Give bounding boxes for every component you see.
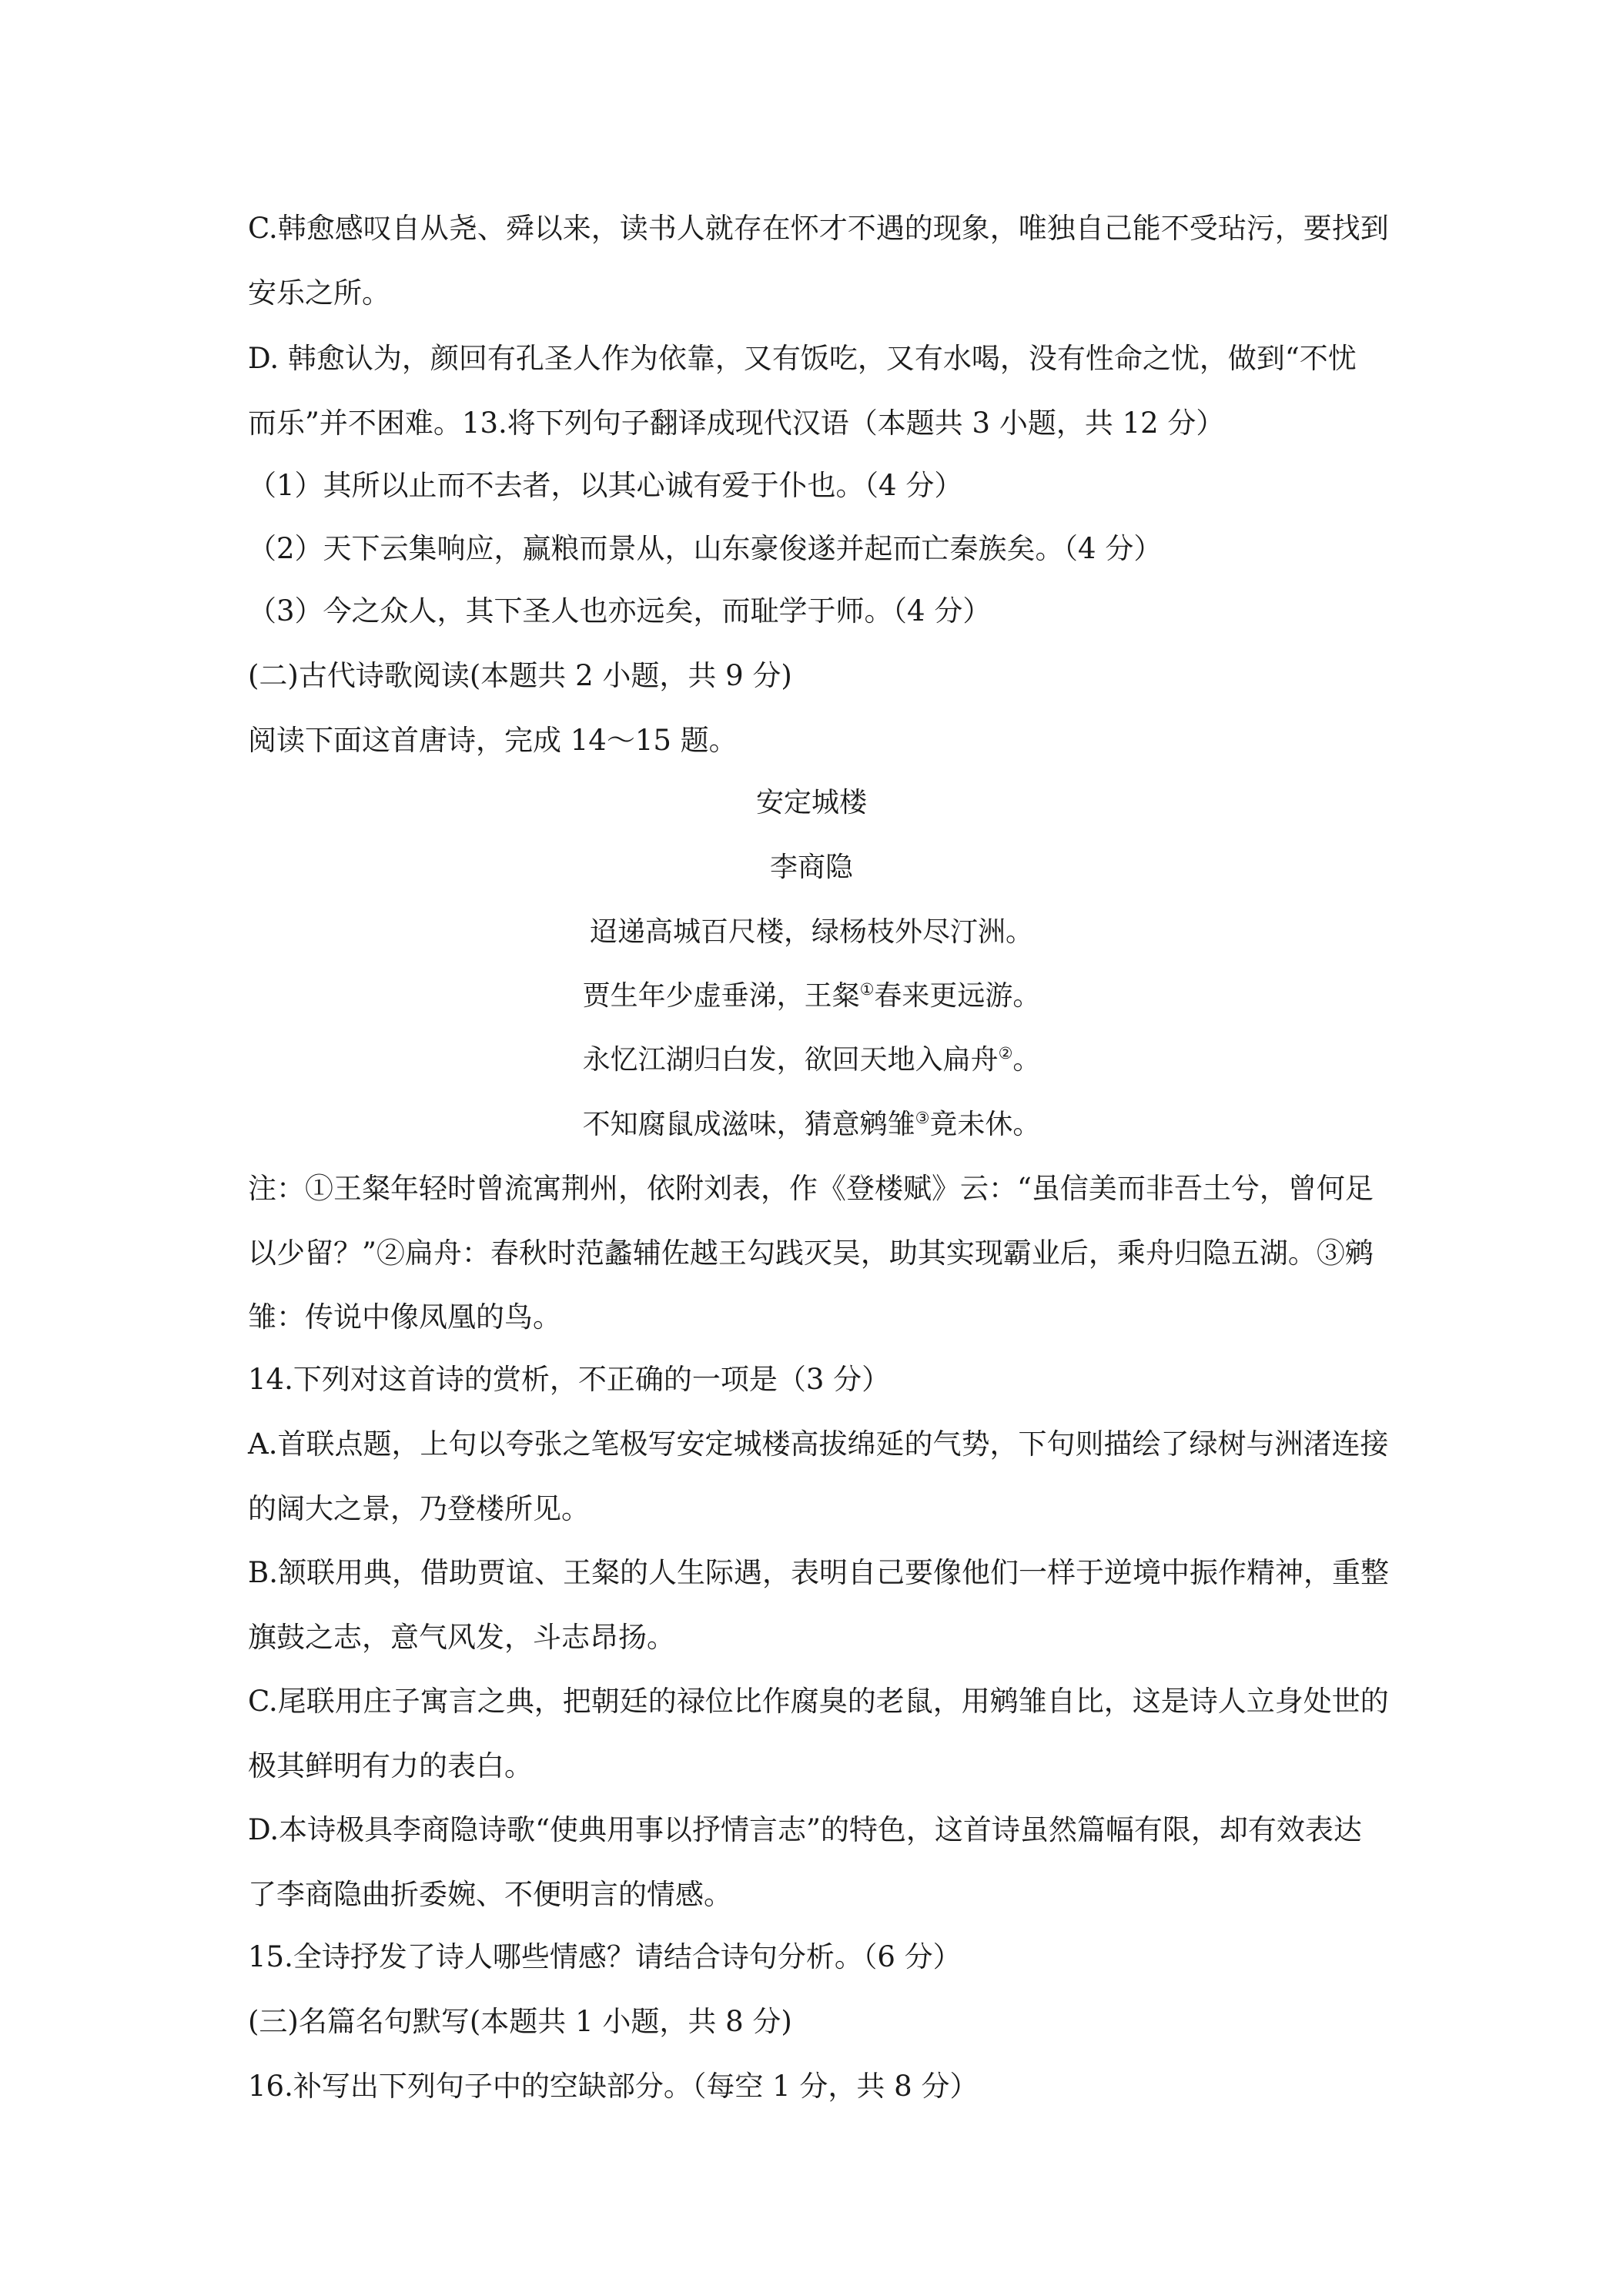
poem-line-3-text-a: 永忆江湖归白发，欲回天地入扁舟 — [582, 1044, 999, 1076]
poem-title: 安定城楼 — [755, 787, 867, 818]
poem-line-2-text-a: 贾生年少虚垂涕，王粲 — [582, 980, 860, 1012]
poem-line-3 — [0, 1041, 1623, 1079]
q12-option-c-line2: 安乐之所。 — [248, 276, 390, 310]
q14-option-b-line1: B.颔联用典，借助贾谊、王粲的人生际遇，表明自己要像他们一样于逆境中振作精神，重整 — [248, 1556, 1389, 1589]
poem-line-3-text-b: 。 — [1012, 1044, 1041, 1076]
section-2-heading: (二)古代诗歌阅读(本题共 2 小题，共 9 分) — [248, 659, 792, 692]
q13-item3: （3）今之众人，其下圣人也亦远矣，而耻学于师。（4 分） — [248, 594, 992, 628]
section-3-heading: (三)名篇名句默写(本题共 1 小题，共 8 分) — [248, 2005, 792, 2038]
poem-author: 李商隐 — [769, 852, 853, 883]
q12-option-d-line2: 而乐”并不困难。13.将下列句子翻译成现代汉语（本题共 3 小题，共 12 分） — [248, 407, 1225, 440]
q13-item2: （2）天下云集响应，赢粮而景从，山东豪俊遂并起而亡秦族矣。（4 分） — [248, 532, 1163, 565]
q14-option-a-line1: A.首联点题，上句以夸张之笔极写安定城楼高拔绵延的气势，下句则描绘了绿树与洲渚连接 — [248, 1427, 1389, 1461]
q16-stem: 16.补写出下列句子中的空缺部分。（每空 1 分，共 8 分） — [248, 2070, 979, 2103]
q12-option-c-line1: C.韩愈感叹自从尧、舜以来，读书人就存在怀才不遇的现象，唯独自己能不受玷污，要找到 — [248, 212, 1389, 245]
poem-line-4 — [0, 1106, 1623, 1144]
q14-option-d-line2: 了李商隐曲折委婉、不便明言的情感。 — [248, 1878, 732, 1911]
q15-stem: 15.全诗抒发了诗人哪些情感？请结合诗句分析。（6 分） — [248, 1940, 962, 1973]
poem-line-2 — [0, 977, 1623, 1016]
q14-option-a-line2: 的阔大之景，乃登楼所见。 — [248, 1492, 590, 1525]
notes-line-3: 雏：传说中像凤凰的鸟。 — [248, 1300, 561, 1334]
notes-line-1: 注：①王粲年轻时曾流寓荆州，依附刘表，作《登楼赋》云：“虽信美而非吾土兮，曾何足 — [248, 1172, 1374, 1205]
poem-line-4-text-a: 不知腐鼠成滋味，猜意鹓雏 — [582, 1109, 915, 1140]
poem-line-4-text-b: 竟未休。 — [929, 1109, 1041, 1140]
q12-option-d-line1: D. 韩愈认为，颜回有孔圣人作为依靠，又有饭吃，又有水喝，没有性命之忧，做到“不忧 — [248, 342, 1357, 375]
poem-line-2-text-b: 春来更远游。 — [874, 980, 1041, 1012]
notes-line-2: 以少留？”②扁舟：春秋时范蠡辅佐越王勾践灭吴，助其实现霸业后，乘舟归隐五湖。③鹓 — [248, 1237, 1374, 1270]
q13-item1: （1）其所以止而不去者，以其心诚有爱于仆也。（4 分） — [248, 469, 963, 502]
poem-line-1: 迢递高城百尺楼，绿杨枝外尽汀洲。 — [589, 916, 1033, 948]
q14-stem: 14.下列对这首诗的赏析，不正确的一项是（3 分） — [248, 1363, 891, 1396]
section-2-instruction: 阅读下面这首唐诗，完成 14～15 题。 — [248, 724, 738, 757]
q14-option-c-line2: 极其鲜明有力的表白。 — [248, 1749, 533, 1782]
footnote-marker-3: ③ — [915, 1109, 930, 1127]
q14-option-d-line1: D.本诗极具李商隐诗歌“使典用事以抒情言志”的特色，这首诗虽然篇幅有限，却有效表达 — [248, 1813, 1362, 1846]
footnote-marker-2: ② — [998, 1044, 1013, 1063]
q14-option-b-line2: 旗鼓之志，意气风发，斗志昂扬。 — [248, 1621, 675, 1654]
q14-option-c-line1: C.尾联用庄子寓言之典，把朝廷的禄位比作腐臭的老鼠，用鹓雏自比，这是诗人立身处世的 — [248, 1685, 1389, 1718]
footnote-marker-1: ① — [859, 980, 875, 999]
